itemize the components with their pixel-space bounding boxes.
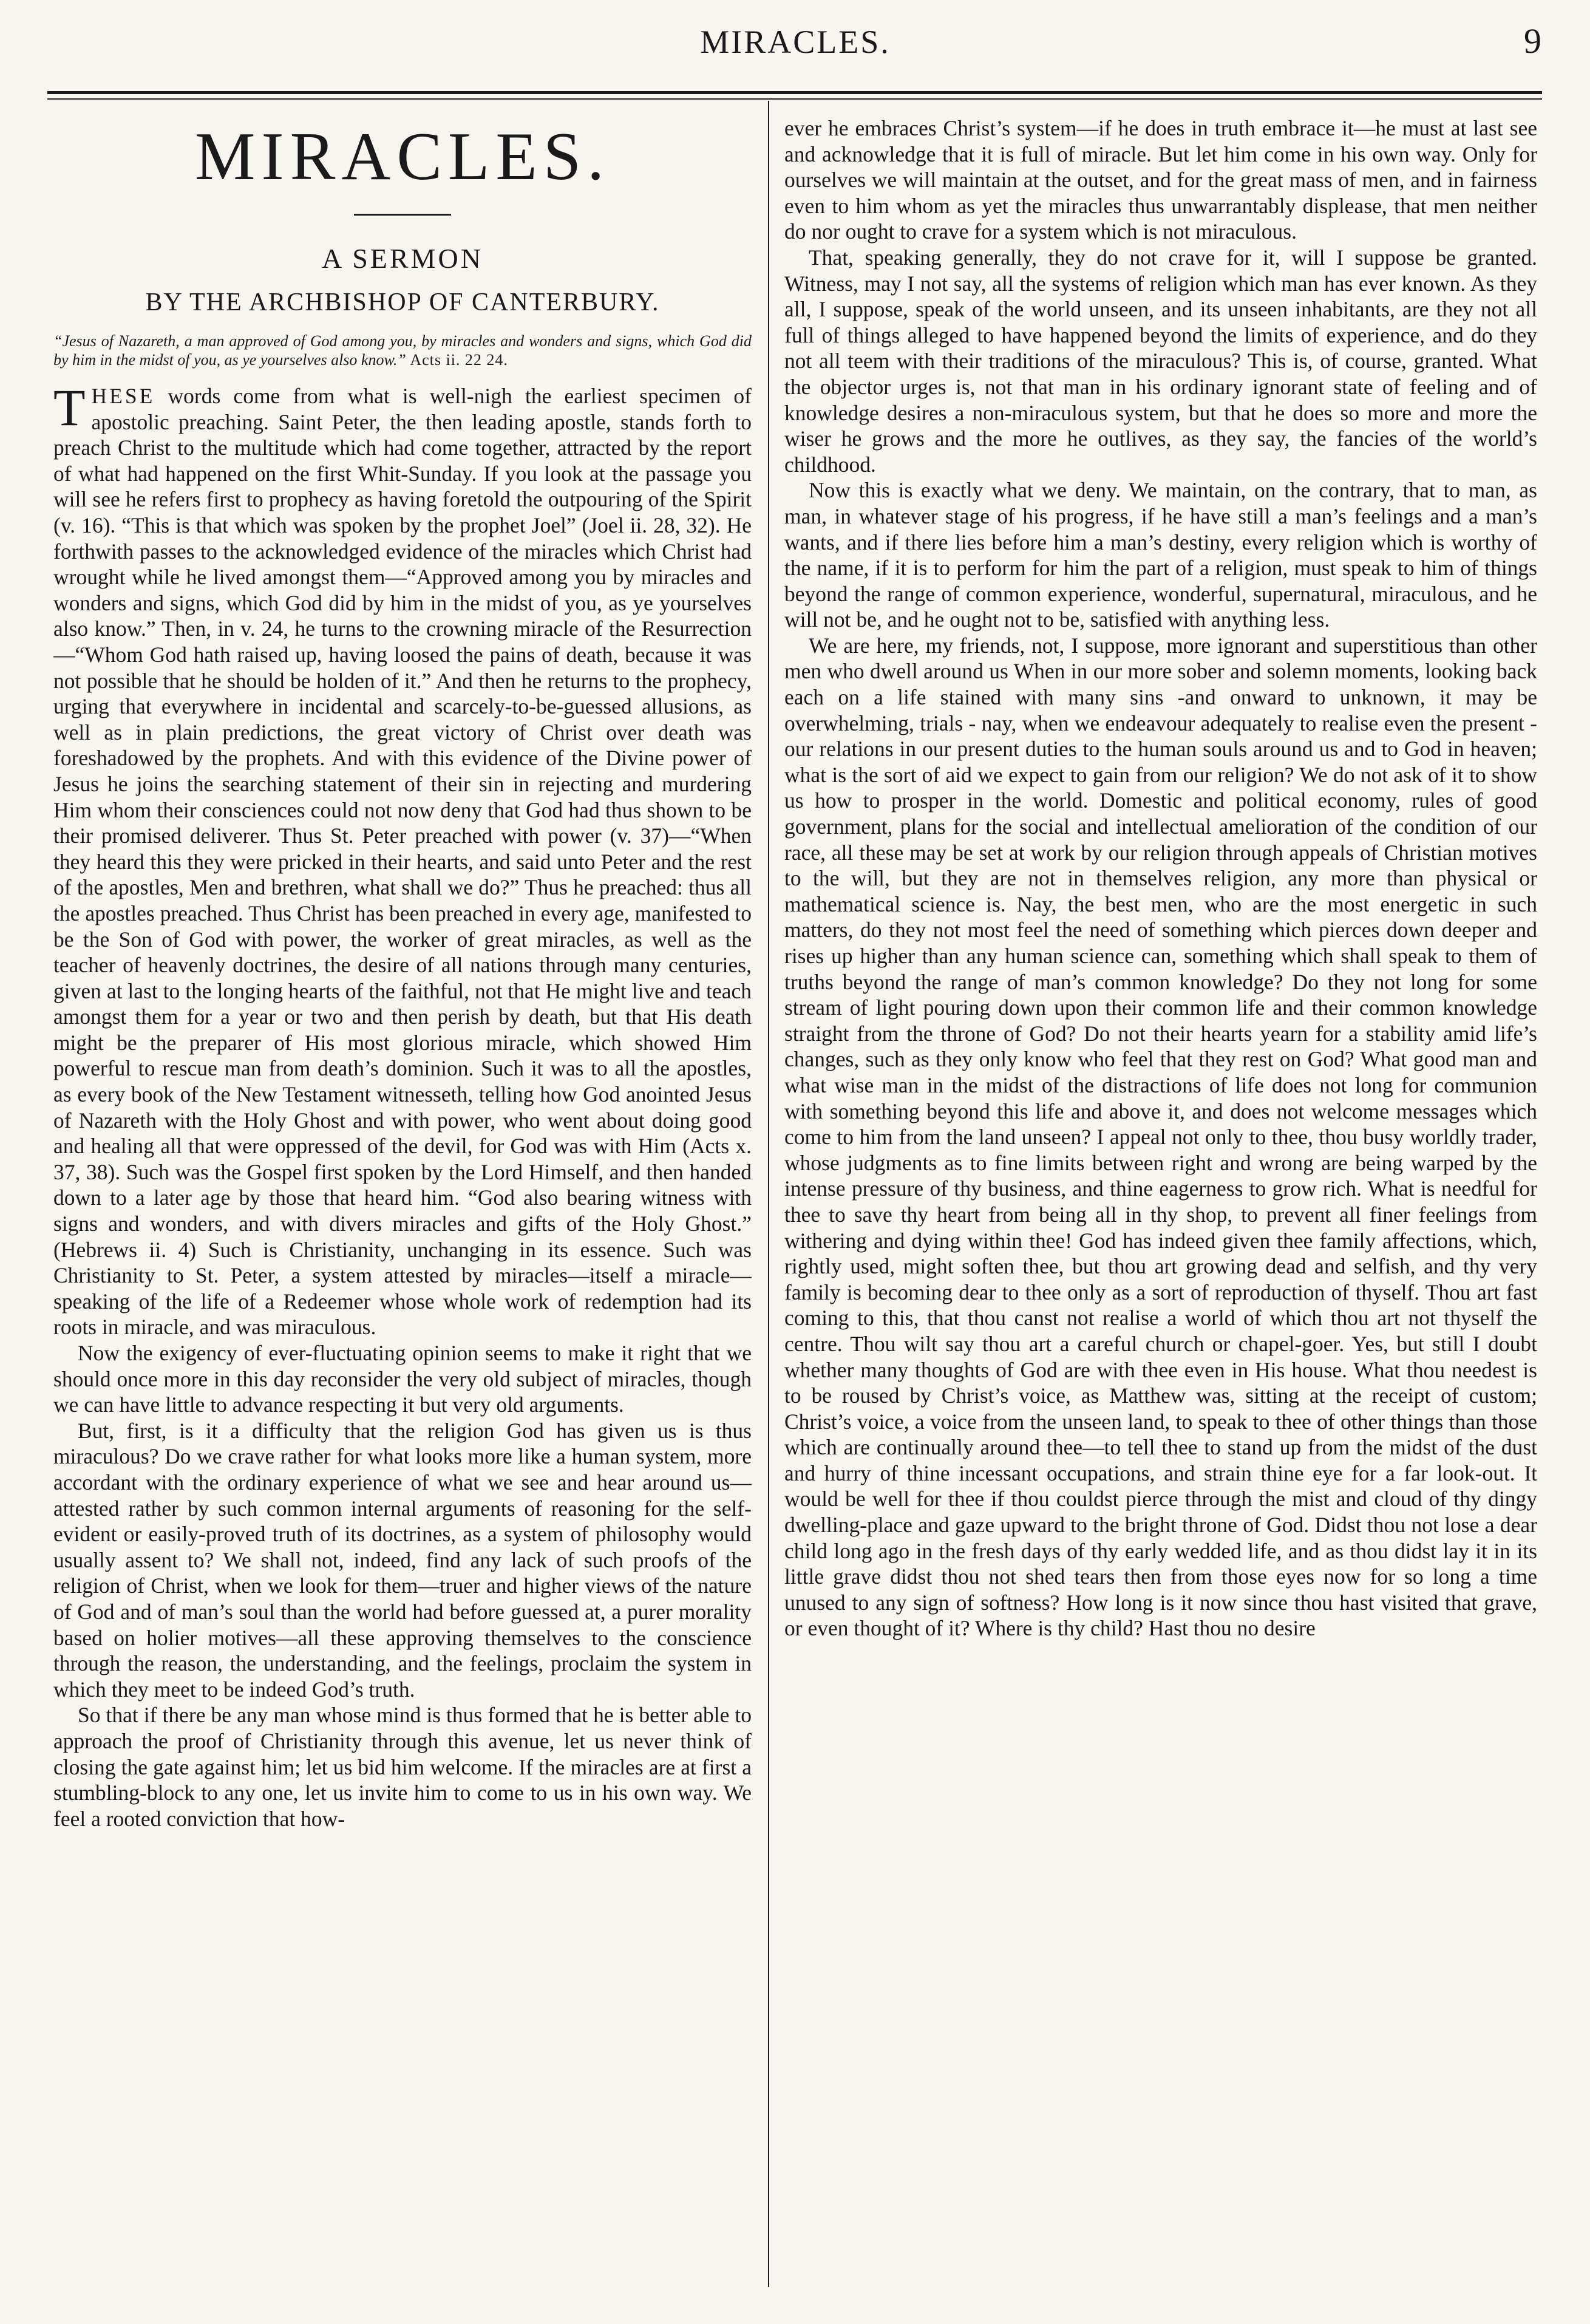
paragraph-2: Now the exigency of ever-fluctuating opinion seems to make it right that we should once more in this day reconsider the very old subject of miracles, though we can have little to advance respecting it but very old arguments. xyxy=(53,1341,752,1417)
epigraph xyxy=(53,332,752,370)
column-divider xyxy=(768,101,769,2287)
article-title: MIRACLES. xyxy=(194,119,611,194)
header-rule-thick xyxy=(47,91,1542,94)
article-byline: BY THE ARCHBISHOP OF CANTERBURY. xyxy=(145,288,660,316)
running-title: MIRACLES. xyxy=(700,24,891,60)
left-column xyxy=(53,115,752,2302)
paragraph-6: That, speaking generally, they do not crave for it, will I suppose be granted. Witness, may I not say, all the systems of religion which man has ever known. As they all, I suppose, speak of the world unseen, and its unseen inhabitants, are they not all full of things alleged to have happened beyond the limits of experience, and do they not all teem with their traditions of the miraculous? This is, of course, granted. What the objector urges is, not that man in his ordinary ignorant state of feeling and of knowledge desires a non-miraculous system, but that he does so more and more the wiser he grows and the more he outlives, as they say, the fancies of the world’s childhood. xyxy=(784,245,1537,477)
paragraph-7: Now this is exactly what we deny. We maintain, on the contrary, that to man, as man, in whatever stage of his progress, if he have still a man’s feelings and a man’s wants, and if there lies before him a man’s destiny, every religion which is worthy of the name, if it is to perform for him the part of a religion, must speak to him of things beyond the range of common experience, wonderful, supernatural, miraculous, and he will not be, and he ought not to be, satisfied with anything less. xyxy=(784,478,1537,632)
paragraph-3: But, first, is it a difficulty that the religion God has given us is thus miraculous? Do we crave rather for what looks more like a human system, more accordant with the ordinary experience of what we see and hear around us—attested rather by such common internal arguments of reasoning for the self-evident or easily-proved truth of its doctrines, as a system of philosophy would usually assent to? We shall not, indeed, find any lack of such proofs of the religion of Christ, when we look for them—truer and higher views of the nature of God and of man’s soul than the world had before guessed at, a purer morality based on holier motives—all these approving themselves to the conscience through the reason, the understanding, and the feelings, proclaim the system in which they meet to be indeed God’s truth. xyxy=(53,1418,752,1702)
paragraph-5: ever he embraces Christ’s system—if he does in truth embrace it—he must at last see and acknowledge that it is full of miracle. But let him come in his own way. Only for ourselves we will maintain at the outset, and for the great mass of men, and in fairness even to him whom as yet the miracles thus unwarrantably displease, that men neither do nor ought to crave for a system which is not miraculous. xyxy=(784,116,1537,244)
title-rule xyxy=(354,214,451,216)
paragraph-1-text: words come from what is well-nigh the earliest specimen of apostolic preaching. Saint Peter, the then leading apostle, stands forth to preach Christ to the multitude which had come together, attracted by the report of what had happened on the first Whit-Sunday. If you look at the passage you will see he refers first to prophecy as having foretold the outpouring of the Spirit (v. 16). “This is that which was spoken by the prophet Joel” (Joel ii. 28, 32). He forthwith passes to the acknowledged evidence of the miracles which Christ had wrought while he lived amongst them—“Approved among you by miracles and wonders and signs, which God did by him in the midst of you, as ye yourselves also know.” Then, in v. 24, he turns to the crowning miracle of the Resurrection—“Whom God hath raised up, having loosed the pains of death, because it was not possible that he should be holden of it.” And then he returns to the prophecy, urging that everywhere in incidental and scarcely-to-be-guessed allusions, as well as in plain predictions, the great victory of Christ over death was foreshadowed by the prophets. And with this evidence of the Divine power of Jesus he joins the searching statement of their sin in rejecting and murdering Him whom their consciences could not now deny that God had thus shown to be their promised deliverer. Thus St. Peter preached with power (v. 37)—“When they heard this they were pricked in their hearts, and said unto Peter and the rest of the apostles, Men and brethren, what shall we do?” Thus he preached: thus all the apostles preached. Thus Christ has been preached in every age, manifested to be the Son of God with power, the worker of great miracles, as well as the teacher of heavenly doctrines, the desire of all nations through many centuries, given at last to the longing hearts of the faithful, not that He might live and teach amongst them for a year or two and then perish by death, but that His death might be the preparer of His most glorious miracle, which showed Him powerful to rescue man from death’s dominion. Such it was to all the apostles, as every book of the New Testament witnesseth, telling how God anointed Jesus of Nazareth with the Holy Ghost and with power, who went about doing good and healing all that were oppressed of the devil, for God was with Him (Acts x. 37, 38). Such was the Gospel first spoken by the Lord Himself, and then handed down to a later age by those that heard him. “God also bearing witness with signs and wonders, and with divers miracles and gifts of the Holy Ghost.” (Hebrews ii. 4) Such is Christianity, unchanging in its essence. Such was Christianity to St. Peter, a system attested by miracles—itself a miracle—speaking of the life of a Redeemer whose whole work of redemption had its roots in miracle, and was miraculous. xyxy=(53,384,752,1340)
epigraph-text: “Jesus of Nazareth, a man approved of God among you, by miracles and wonders and signs, which God did by him in the midst of you, as ye yourselves also know.” xyxy=(53,332,752,369)
paragraph-8: We are here, my friends, not, I suppose, more ignorant and superstitious than other men who dwell around us When in our more sober and solemn moments, looking back each on a life stained with many sins -and onward to unknown, it may be overwhelming, trials - nay, when we endeavour adequately to realise even the present - our relations in our present duties to the human souls around us and to God in heaven; what is the sort of aid we expect to gain from our religion? We do not ask of it to show us how to prosper in the world. Domestic and political economy, rules of good government, plans for the social and intellectual amelioration of the condition of our race, all these may be set at work by our religion through appeals of Christian motives to the will, but they are not in themselves religion, any more than physical or mathematical science is. Nay, the best men, who are the most energetic in such matters, do they not most feel the need of something which pierces down deeper and rises up higher than any human science can, something which shall speak to them of truths beyond the range of man’s common knowledge? Do they not long for some stream of light pouring down upon their common life and their common knowledge straight from the throne of God? Do not their hearts yearn for a stability amid life’s changes, such as they only know who feel that they rest on God? What good man and what wise man in the midst of the distractions of life does not long for communion with something beyond this life and above it, and does not welcome messages which come to him from the land unseen? I appeal not only to thee, thou busy worldly trader, whose judgments as to fine limits between right and wrong are being warped by the intense pressure of thy business, and thine eagerness to grow rich. What is needful for thee to save thy heart from being all in thy shop, to prevent all finer feelings from withering and dying within thee! God has indeed given thee family affections, which, rightly used, might soften thee, but thou art growing dead and selfish, and thy very family is becoming dear to thee only as a sort of reproduction of thyself. Thou art fast coming to this, that thou canst not realise a world of which thou art not thyself the centre. Thou wilt say thou art a careful church or chapel-goer. Yes, but still I doubt whether many thoughts of God are with thee even in His house. What thou needest is to be roused by Christ’s voice, as Matthew was, sitting at the receipt of custom; Christ’s voice, a voice from the unseen land, to speak to thee of other things than those which are continually around thee—to tell thee to stand up from the midst of the dust and hurry of thine incessant occupations, and strain thine eye for a far look-out. It would be well for thee if thou couldst pierce through the mist and cloud of thy dingy dwelling-place and gaze upward to the bright throne of God. Didst thou not lose a dear child long ago in the fresh days of thy early wedded life, and as thou didst lay it in its little grave didst thou not shed tears then from those eyes now for so long a time unused to any sign of softness? How long is it now since thou hast visited that grave, or even thought of it? Where is thy child? Hast thou no desire xyxy=(784,633,1537,1641)
paragraph-1 xyxy=(53,378,752,1340)
epigraph-citation: Acts ii. 22 24. xyxy=(410,351,508,369)
drop-cap: T xyxy=(53,378,86,437)
article-kicker: A SERMON xyxy=(322,242,483,274)
opening-word: HESE xyxy=(91,384,155,409)
right-column xyxy=(784,115,1537,2302)
paragraph-4: So that if there be any man whose mind is thus formed that he is better able to approach the proof of Christianity through this avenue, let us never think of closing the gate against him; let us bid him welcome. If the miracles are at first a stumbling-block to any one, let us invite him to come to us in his own way. We feel a rooted conviction that how- xyxy=(53,1703,752,1831)
page-number: 9 xyxy=(1524,21,1541,61)
header-rule-thin xyxy=(47,98,1542,100)
